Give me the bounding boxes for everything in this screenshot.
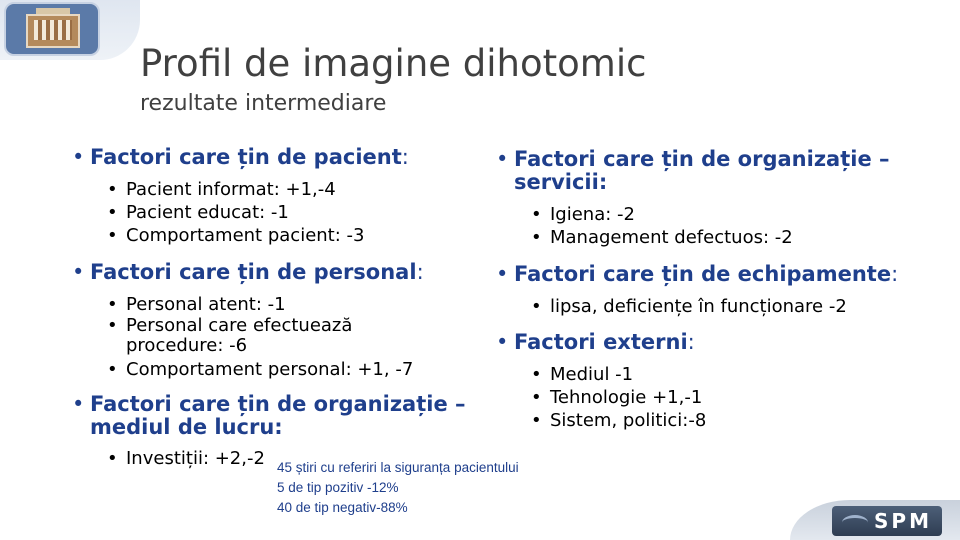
top-left-corner-decoration — [0, 0, 140, 60]
summary-negative: 40 de tip negativ-88% — [277, 500, 408, 515]
institution-logo — [4, 2, 100, 56]
list-item: • Pacient informat: +1,-4 — [107, 178, 472, 201]
building-icon — [26, 14, 80, 48]
slide-title: Profil de imagine dihotomic — [140, 42, 647, 85]
group-heading-external: • Factori externi: — [496, 331, 916, 354]
list-item: • Pacient educat: -1 — [107, 201, 472, 224]
list-item: • Tehnologie +1,-1 — [531, 386, 916, 409]
group-heading-equipment: • Factori care țin de echipamente: — [496, 263, 916, 286]
list-item: • Management defectuos: -2 — [531, 226, 916, 249]
group-items-organization-services — [531, 203, 916, 249]
list-item: • Personal care efectuează procedure: -6 — [107, 316, 387, 356]
list-item: • lipsa, deficiențe în funcționare -2 — [531, 295, 916, 318]
group-heading-patient: • Factori care țin de pacient: — [72, 146, 472, 169]
group-items-staff — [107, 293, 414, 381]
spm-logo: SPM — [832, 506, 942, 536]
group-heading-organization-services: • Factori care țin de organizație – servicii: — [496, 148, 904, 194]
list-item: • Igiena: -2 — [531, 203, 916, 226]
list-item: • Mediul -1 — [531, 363, 916, 386]
slide-subtitle: rezultate intermediare — [140, 91, 387, 116]
left-column — [72, 146, 472, 470]
list-item: • Sistem, politici:-8 — [531, 409, 916, 432]
group-heading-staff: • Factori care țin de personal: — [72, 261, 472, 284]
group-items-external — [531, 363, 916, 432]
list-item: • Comportament pacient: -3 — [107, 224, 472, 247]
group-heading-organization-workplace: • Factori care țin de organizație – mediul de lucru: — [72, 393, 470, 439]
news-summary — [277, 458, 519, 518]
bottom-right-corner-decoration — [790, 500, 960, 540]
list-item: • Comportament personal: +1, -7 — [107, 358, 387, 381]
right-column — [496, 148, 916, 432]
summary-positive: 5 de tip pozitiv -12% — [277, 480, 399, 495]
list-item: • Personal atent: -1 — [107, 293, 387, 316]
summary-total: 45 știri cu referiri la siguranța pacientului — [277, 460, 519, 475]
group-items-equipment — [531, 295, 916, 318]
group-items-patient — [107, 178, 472, 247]
list-item: • Investiții: +2,-2 — [107, 447, 472, 470]
